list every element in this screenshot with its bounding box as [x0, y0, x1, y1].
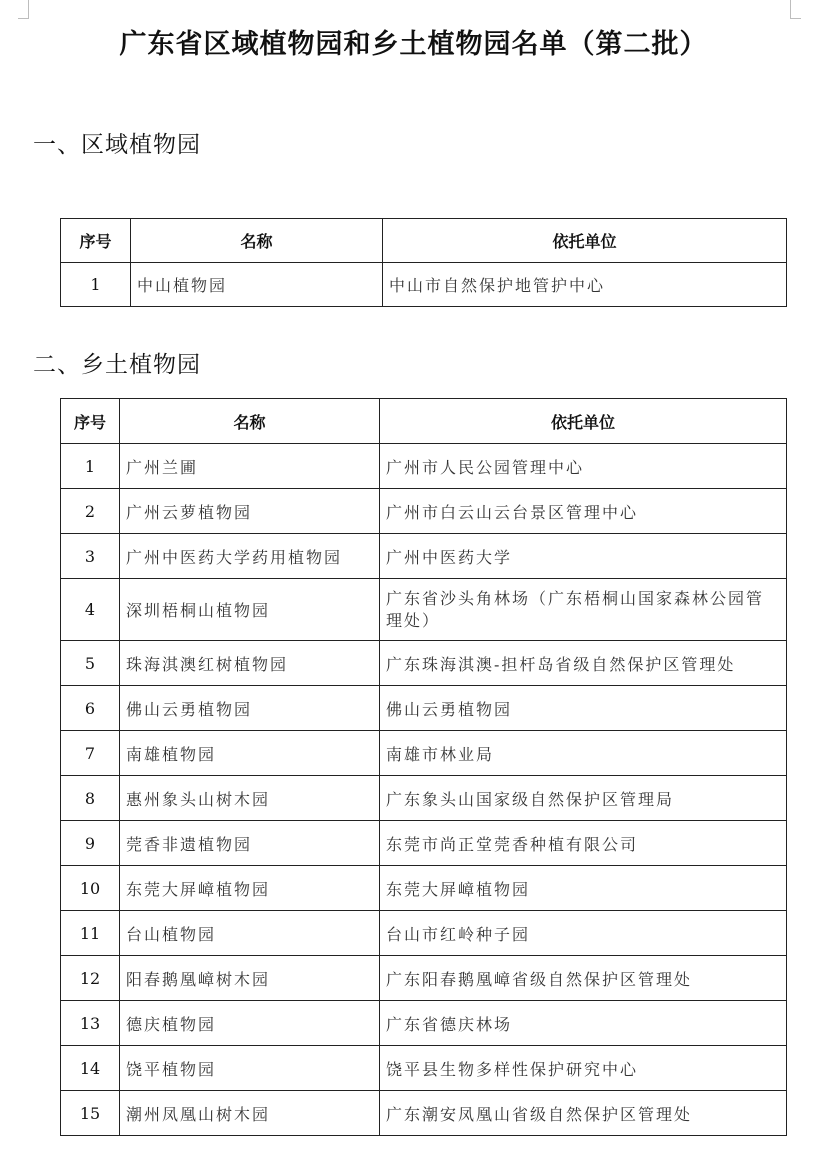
supporting-unit: 广州市白云山云台景区管理中心 — [380, 489, 787, 534]
table-row — [61, 1001, 787, 1046]
table-row — [61, 821, 787, 866]
header-name: 名称 — [120, 399, 380, 444]
garden-name: 南雄植物园 — [120, 731, 380, 776]
table-row — [61, 776, 787, 821]
table-row — [61, 956, 787, 1001]
table-header-row — [61, 399, 787, 444]
native-garden-table — [60, 398, 787, 1136]
row-number: 4 — [61, 579, 120, 641]
garden-name: 佛山云勇植物园 — [120, 686, 380, 731]
table-row — [61, 263, 787, 307]
page-title: 广东省区域植物园和乡土植物园名单（第二批） — [119, 29, 708, 60]
supporting-unit: 广东省沙头角林场（广东梧桐山国家森林公园管理处） — [380, 579, 787, 641]
row-number: 3 — [61, 534, 120, 579]
row-number: 12 — [61, 956, 120, 1001]
row-number: 8 — [61, 776, 120, 821]
row-number: 2 — [61, 489, 120, 534]
table-row — [61, 534, 787, 579]
header-name: 名称 — [131, 219, 383, 263]
supporting-unit: 南雄市林业局 — [380, 731, 787, 776]
table-row — [61, 1091, 787, 1136]
supporting-unit: 广东省德庆林场 — [380, 1001, 787, 1046]
supporting-unit: 东莞市尚正堂莞香种植有限公司 — [380, 821, 787, 866]
garden-name: 深圳梧桐山植物园 — [120, 579, 380, 641]
garden-name: 东莞大屏嶂植物园 — [120, 866, 380, 911]
garden-name: 台山植物园 — [120, 911, 380, 956]
section-heading-regional: 一、区域植物园 — [33, 132, 201, 158]
garden-name: 广州兰圃 — [120, 444, 380, 489]
garden-name: 珠海淇澳红树植物园 — [120, 641, 380, 686]
garden-name: 广州中医药大学药用植物园 — [120, 534, 380, 579]
row-number: 14 — [61, 1046, 120, 1091]
table-row — [61, 641, 787, 686]
supporting-unit: 台山市红岭种子园 — [380, 911, 787, 956]
header-unit: 依托单位 — [380, 399, 787, 444]
table-header-row — [61, 219, 787, 263]
regional-garden-table — [60, 218, 787, 307]
table-row — [61, 866, 787, 911]
table-row — [61, 686, 787, 731]
garden-name: 中山植物园 — [131, 263, 383, 307]
supporting-unit: 佛山云勇植物园 — [380, 686, 787, 731]
row-number: 5 — [61, 641, 120, 686]
supporting-unit: 广东珠海淇澳-担杆岛省级自然保护区管理处 — [380, 641, 787, 686]
garden-name: 德庆植物园 — [120, 1001, 380, 1046]
row-number: 13 — [61, 1001, 120, 1046]
row-number: 9 — [61, 821, 120, 866]
table-row — [61, 444, 787, 489]
supporting-unit: 饶平县生物多样性保护研究中心 — [380, 1046, 787, 1091]
table-row — [61, 731, 787, 776]
garden-name: 阳春鹅凰嶂树木园 — [120, 956, 380, 1001]
header-unit: 依托单位 — [383, 219, 787, 263]
supporting-unit: 广东潮安凤凰山省级自然保护区管理处 — [380, 1091, 787, 1136]
table-row — [61, 489, 787, 534]
page-corner-mark-left — [18, 0, 29, 19]
row-number: 1 — [61, 263, 131, 307]
row-number: 11 — [61, 911, 120, 956]
row-number: 6 — [61, 686, 120, 731]
supporting-unit: 广州中医药大学 — [380, 534, 787, 579]
garden-name: 莞香非遗植物园 — [120, 821, 380, 866]
row-number: 10 — [61, 866, 120, 911]
page-corner-mark-right — [790, 0, 801, 19]
garden-name: 潮州凤凰山树木园 — [120, 1091, 380, 1136]
supporting-unit: 广东象头山国家级自然保护区管理局 — [380, 776, 787, 821]
supporting-unit: 中山市自然保护地管护中心 — [383, 263, 787, 307]
row-number: 1 — [61, 444, 120, 489]
table-row — [61, 579, 787, 641]
section-heading-native: 二、乡土植物园 — [33, 352, 201, 378]
header-no: 序号 — [61, 219, 131, 263]
garden-name: 饶平植物园 — [120, 1046, 380, 1091]
garden-name: 惠州象头山树木园 — [120, 776, 380, 821]
supporting-unit: 广州市人民公园管理中心 — [380, 444, 787, 489]
table-row — [61, 911, 787, 956]
row-number: 7 — [61, 731, 120, 776]
row-number: 15 — [61, 1091, 120, 1136]
supporting-unit: 东莞大屏嶂植物园 — [380, 866, 787, 911]
header-no: 序号 — [61, 399, 120, 444]
table-row — [61, 1046, 787, 1091]
garden-name: 广州云萝植物园 — [120, 489, 380, 534]
supporting-unit: 广东阳春鹅凰嶂省级自然保护区管理处 — [380, 956, 787, 1001]
